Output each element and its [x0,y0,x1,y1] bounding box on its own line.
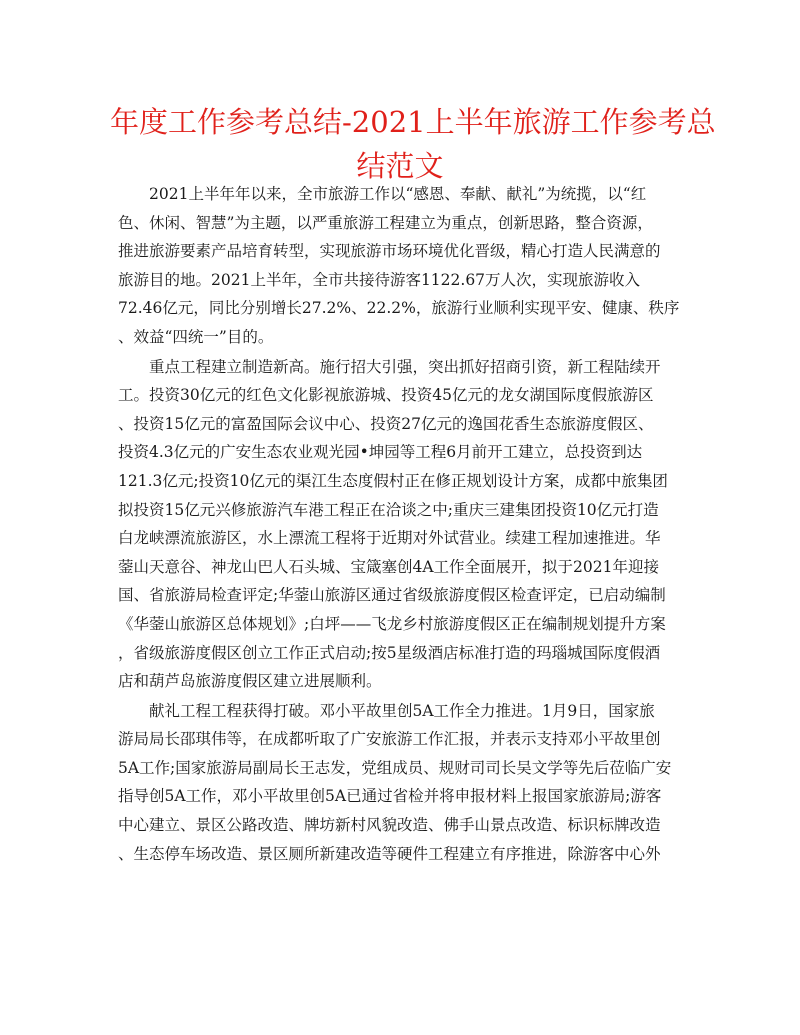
paragraph [118,353,684,696]
text-line: 推进旅游要素产品培育转型，实现旅游市场环境优化晋级，精心打造人民满意的 [118,242,661,261]
text-line: 献礼工程工程获得打破。邓小平故里创5A工作全力推进。1月9日，国家旅 [149,701,655,720]
text-line: 、生态停车场改造、景区厕所新建改造等硬件工程建立有序推进，除游客中心外 [118,844,661,863]
text-line: 拟投资15亿元兴修旅游汽车港工程正在洽谈之中;重庆三建集团投资10亿元打造 [118,500,659,519]
text-line: 《华蓥山旅游区总体规划》;白坪——飞龙乡村旅游度假区正在编制规划提升方案 [118,614,666,633]
text-line: 指导创5A工作，邓小平故里创5A已通过省检并将申报材料上报国家旅游局;游客 [118,787,662,806]
text-line: 店和葫芦岛旅游度假区建立进展顺利。 [118,672,382,691]
text-line: 2021上半年年以来，全市旅游工作以“感恩、奉献、献礼”为统揽，以“红 [149,185,647,203]
document-title [110,100,716,188]
text-line: 重点工程建立制造新高。施行招大引强，突出抓好招商引资，新工程陆续开 [149,357,661,376]
text-line: 72.46亿元，同比分别增长27.2%、22.2%，旅游行业顺利实现平安、健康、秩序 [118,299,680,318]
text-line: 工。投资30亿元的红色文化影视旅游城、投资45亿元的龙女湖国际度假旅游区 [118,386,654,405]
document-body [118,180,684,868]
title-line: 年度工作参考总结-2021上半年旅游工作参考总 [110,105,716,139]
text-line: ，省级旅游度假区创立工作正式启动;按5星级酒店标准打造的玛瑙城国际度假酒 [118,643,661,662]
text-line: 、投资15亿元的富盈国际会议中心、投资27亿元的逸国花香生态旅游度假区、 [118,414,654,433]
text-line: 白龙峡漂流旅游区，水上漂流工程将于近期对外试营业。续建工程加速推进。华 [118,529,661,548]
text-line: 蓥山天意谷、神龙山巴人石头城、宝箴塞创4A工作全面展开，拟于2021年迎接 [118,557,660,576]
text-line: 游局局长邵琪伟等，在成都听取了广安旅游工作汇报，并表示支持邓小平故里创 [118,730,661,749]
paragraph [118,180,684,352]
text-line: 色、休闲、智慧”为主题，以严重旅游工程建立为重点，创新思路，整合资源， [118,213,653,232]
title-line: 结范文 [356,149,444,183]
text-line: 、效益“四统一”目的。 [118,327,274,346]
text-line: 投资4.3亿元的广安生态农业观光园•坤园等工程6月前开工建立，总投资到达 [118,443,643,462]
text-line: 中心建立、景区公路改造、牌坊新村风貌改造、佛手山景点改造、标识标牌改造 [118,816,661,835]
text-line: 121.3亿元;投资10亿元的渠江生态度假村正在修正规划设计方案，成都中旅集团 [118,471,668,490]
text-line: 国、省旅游局检查评定;华蓥山旅游区通过省级旅游度假区检查评定，已启动编制 [118,586,666,605]
text-line: 5A工作;国家旅游局副局长王志发，党组成员、规财司司长吴文学等先后莅临广安 [118,758,672,777]
text-line: 旅游目的地。2021上半年，全市共接待游客1122.67万人次，实现旅游收入 [118,270,641,289]
paragraph [118,697,684,869]
